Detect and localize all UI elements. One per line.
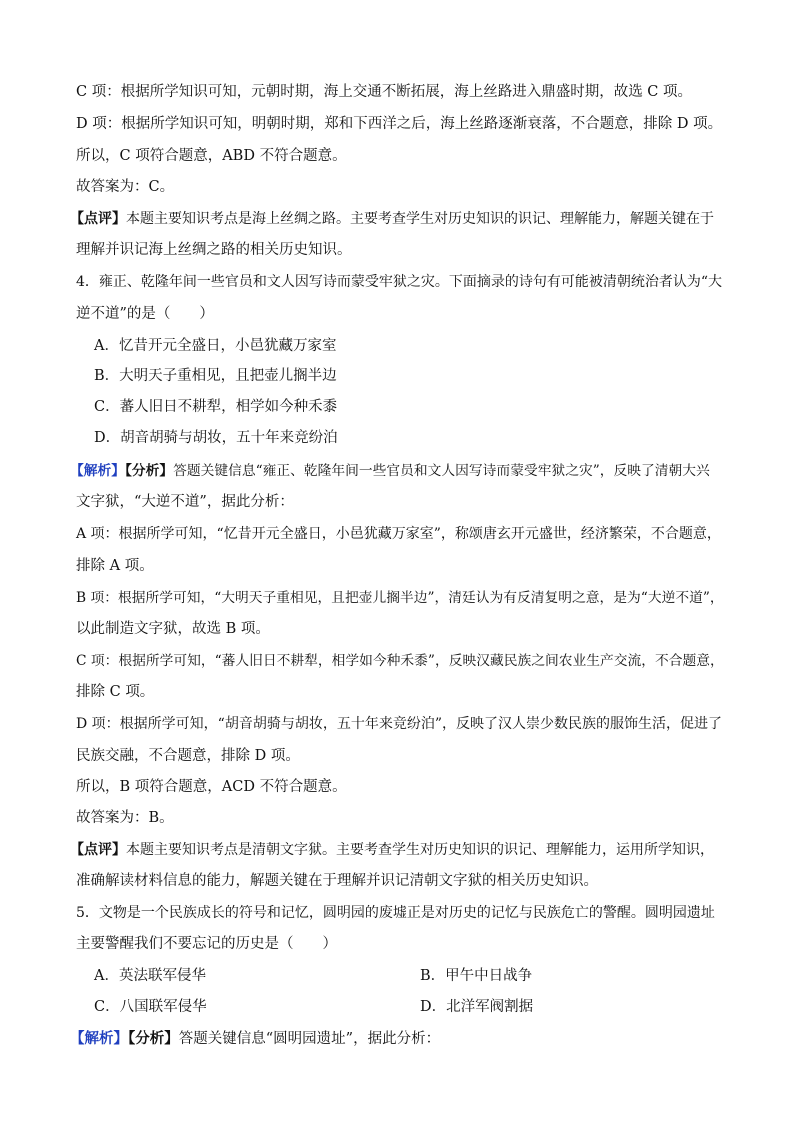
option-b: B．大明天子重相见，且把壶儿搁半边 [94,368,337,384]
option-d: D．北洋军阀割据 [420,999,534,1015]
question-stem: 4．雍正、乾隆年间一些官员和文人因写诗而蒙受牢狱之灾。下面摘录的诗句有可能被清朝统治者认为“大 [76,274,723,290]
analysis-text: 答题关键信息“圆明园遗址”，据此分析： [178,1031,441,1047]
text-line: 故答案为：C。 [76,179,175,195]
option-a: A．英法联军侵华 [94,968,206,984]
text-line: 以此制造文字狱，故选 B 项。 [76,621,270,637]
fenxi-tag: 【分析】 [125,463,174,479]
fenxi-tag: 【分析】 [128,1030,179,1047]
text-line: 理解并识记海上丝绸之路的相关历史知识。 [76,242,352,258]
option-a: A．忆昔开元全盛日，小邑犹藏万家室 [94,338,337,354]
option-c: C．八国联军侵华 [94,999,207,1015]
comment-text: 本题主要知识考点是海上丝绸之路。主要考查学生对历史知识的识记、理解能力，解题关键在于 [126,211,714,227]
option-b: B．甲午中日战争 [420,968,533,984]
comment-text: 本题主要知识考点是清朝文字狱。主要考查学生对历史知识的识记、理解能力，运用所学知识， [126,842,714,858]
question-stem: 主要警醒我们不要忘记的历史是（ ） [76,936,337,952]
analysis-text: 答题关键信息“雍正、乾隆年间一些官员和文人因写诗而蒙受牢狱之灾”，反映了清朝大兴 [173,463,710,479]
text-line: 排除 C 项。 [76,684,155,700]
question-stem: 逆不道”的是（ ） [76,306,214,322]
comment-tag: 【点评】 [70,842,126,858]
text-line: 民族交融，不合题意，排除 D 项。 [76,748,300,764]
analysis-tag: 【解析】 [70,463,126,479]
question-stem: 5．文物是一个民族成长的符号和记忆，圆明园的废墟正是对历史的记忆与民族危亡的警醒。圆明园遗址 [76,905,715,921]
analysis-line [70,461,718,481]
text-line: 排除 A 项。 [76,558,154,574]
text-line: 所以，C 项符合题意，ABD 不符合题意。 [76,148,347,164]
analysis-line [70,1029,718,1049]
text-line: C 项：根据所学可知，“蕃人旧日不耕犁，相学如今种禾黍”，反映汉藏民族之间农业生产交流，不合题意， [76,653,724,669]
text-line: 所以，B 项符合题意，ACD 不符合题意。 [76,779,347,795]
text-line: D 项：根据所学可知，“胡音胡骑与胡妆，五十年来竞纷泊”，反映了汉人崇少数民族的服饰生活，促进了 [76,716,722,732]
text-line: 文字狱，“大逆不道”，据此分析： [76,494,294,510]
text-line: A 项：根据所学可知，“忆昔开元全盛日，小邑犹藏万家室”，称颂唐玄开元盛世，经济繁荣，不合题意， [76,526,721,542]
analysis-tag: 【解析】 [70,1030,128,1047]
text-line: 准确解读材料信息的能力，解题关键在于理解并识记清朝文字狱的相关历史知识。 [76,873,598,889]
comment-tag: 【点评】 [70,211,126,227]
comment-line [70,209,718,229]
comment-line [70,840,718,860]
option-d: D．胡音胡骑与胡妆，五十年来竞纷泊 [94,430,338,446]
text-line: D 项：根据所学知识可知，明朝时期，郑和下西洋之后，海上丝路逐渐衰落，不合题意，排除 D 项。 [76,116,723,132]
option-c: C．蕃人旧日不耕犁，相学如今种禾黍 [94,399,338,415]
text-line: 故答案为：B。 [76,810,174,826]
text-line: C 项：根据所学知识可知，元朝时期，海上交通不断拓展，海上丝路进入鼎盛时期，故选 C 项。 [76,84,693,100]
text-line: B 项：根据所学可知，“大明天子重相见，且把壶儿搁半边”，清廷认为有反清复明之意，是为“大逆不道”， [76,590,724,606]
